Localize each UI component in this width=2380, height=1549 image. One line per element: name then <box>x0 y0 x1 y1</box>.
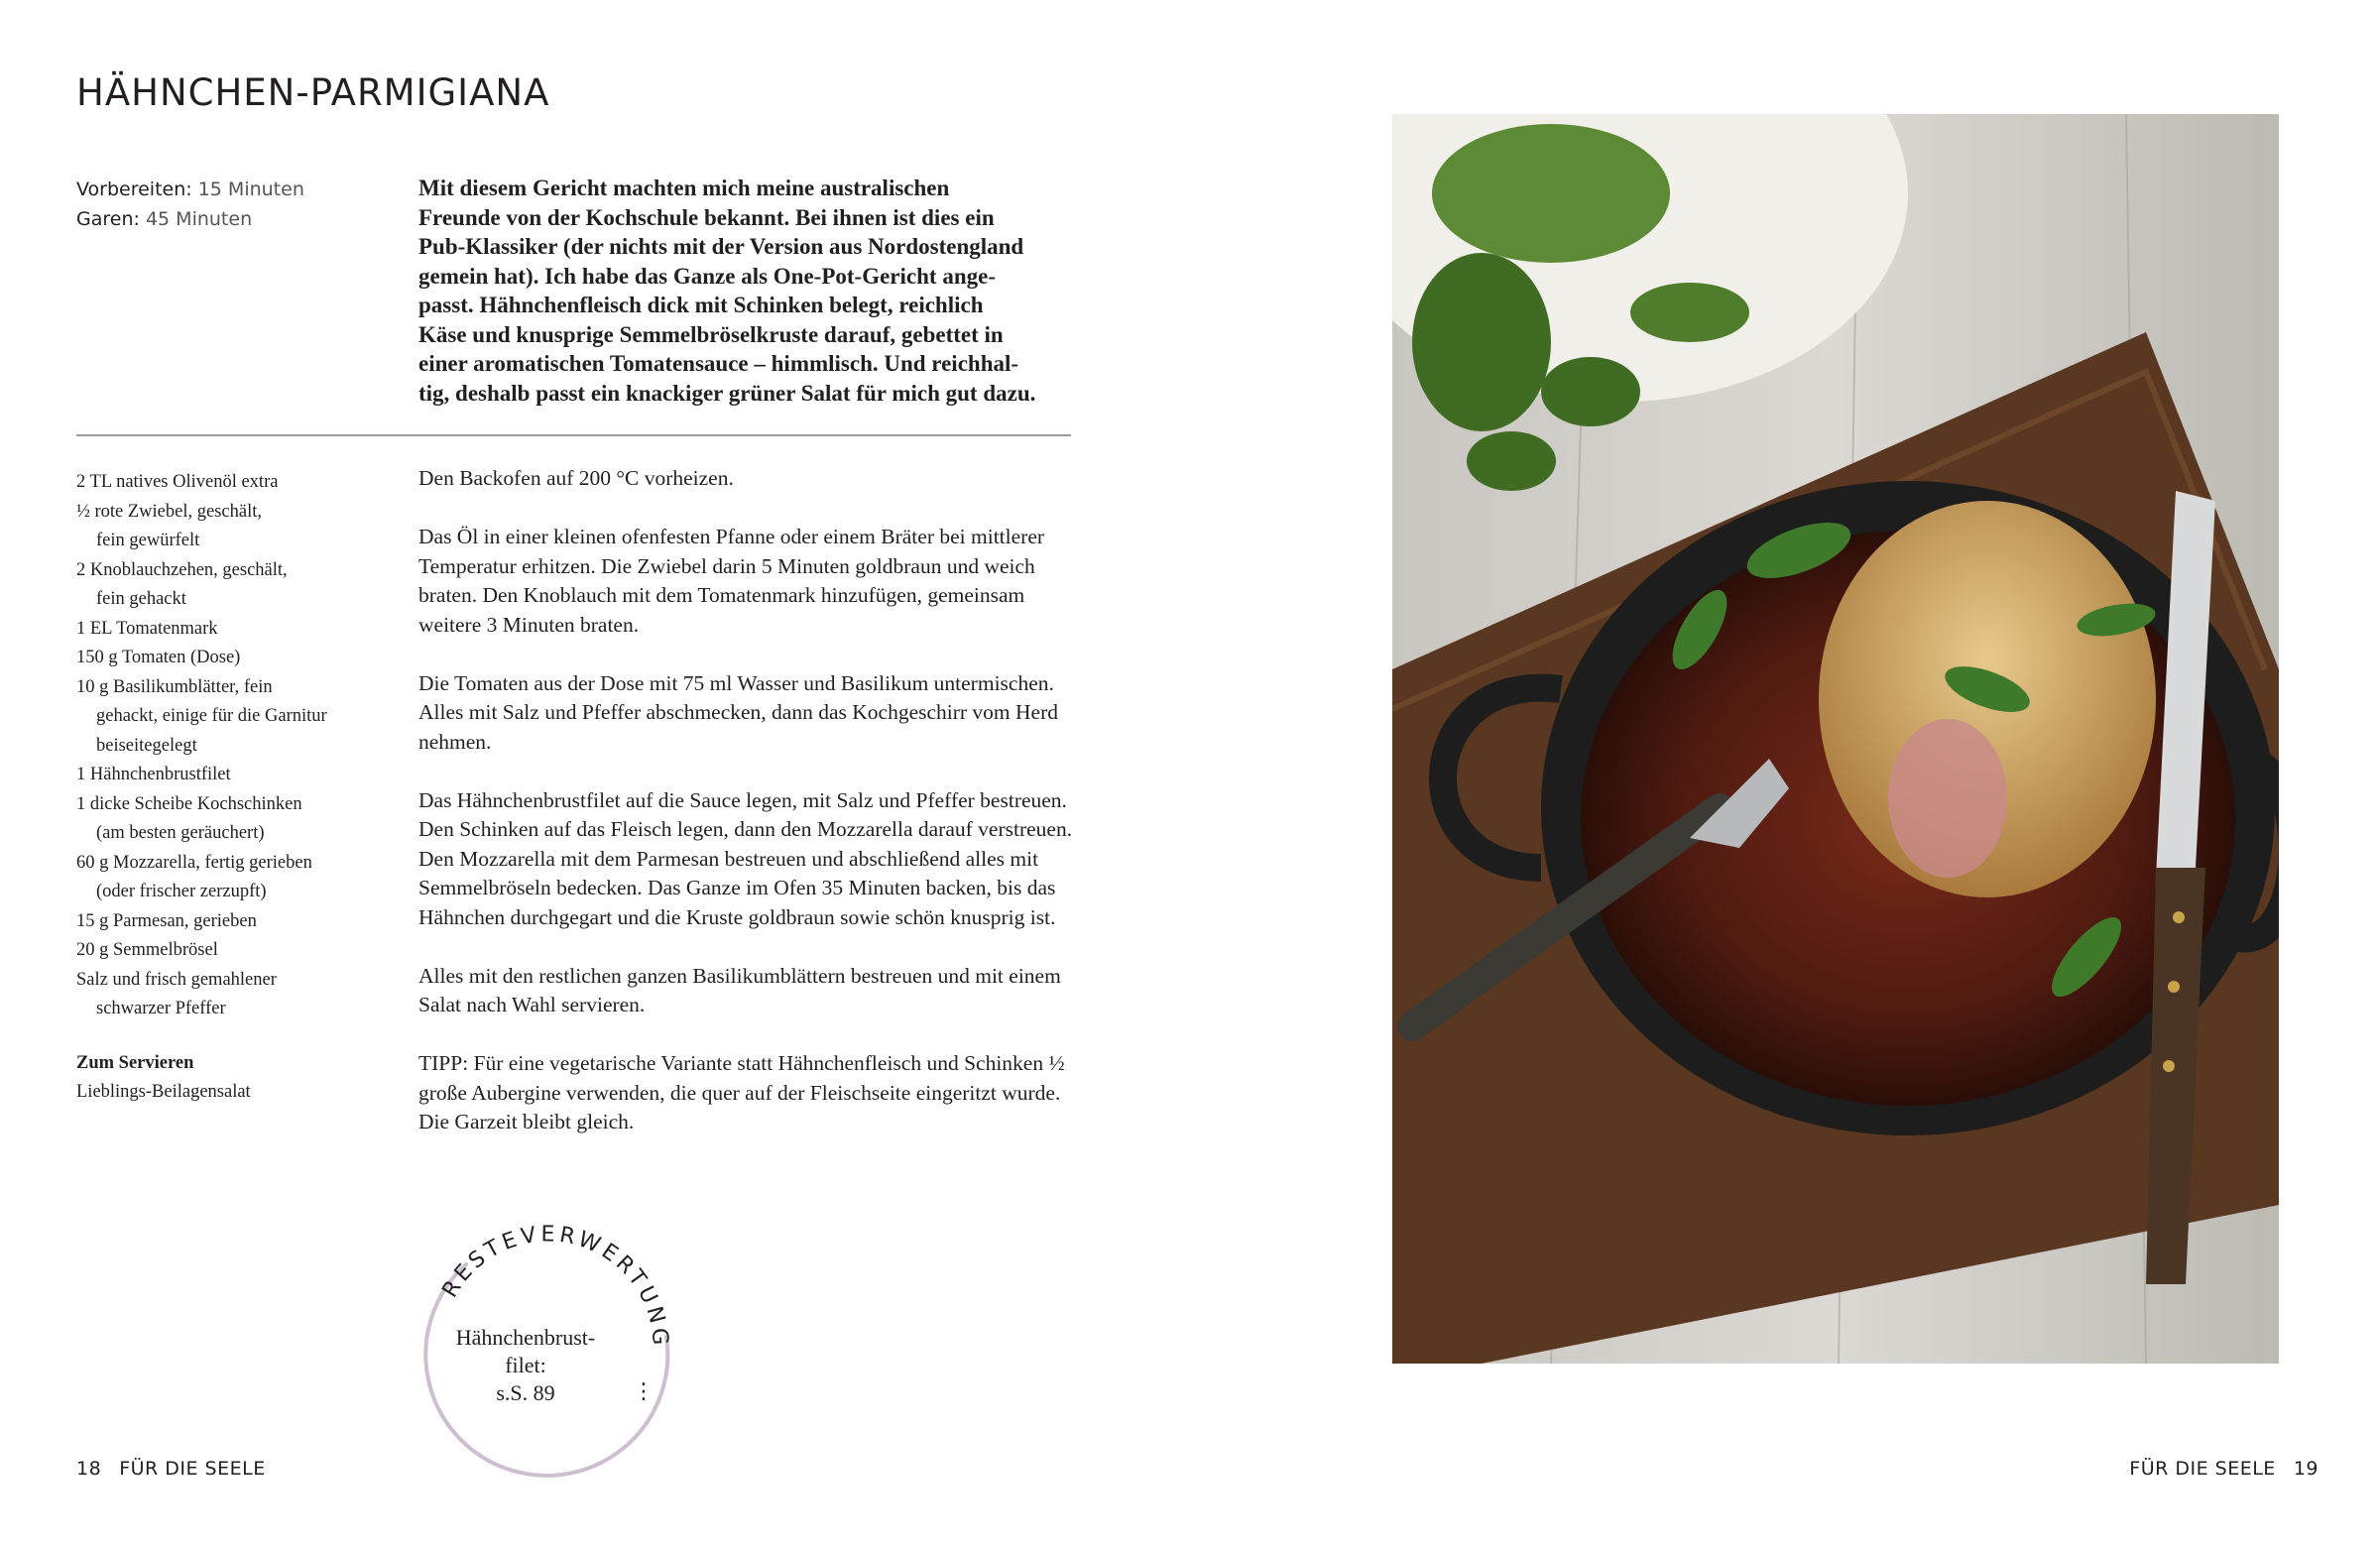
ingredient-continuation: (am besten geräuchert) <box>96 823 265 843</box>
ingredient-list <box>76 468 404 1024</box>
ingredient-text: ½ rote Zwiebel, geschält, <box>76 501 262 522</box>
method-step: Das Hähnchenbrustfilet auf die Sauce legen, mit Salz und Pfeffer bestreuen. Den Schinken auf das Fleisch legen, dann den Mozzarella darauf verstreuen. Den Mozzarella mit dem Parmesan bestreuen und abschließend alles mit Semmelbröseln bedecken. Das Ganze im Ofen 35 Minuten backen, bis das Hähnchen durchgegart und die Kruste goldbraun sowie schön knusprig ist. <box>418 787 1073 929</box>
dish-photo <box>1392 114 2279 1364</box>
ingredient-continuation: fein gewürfelt <box>96 531 200 550</box>
ingredient-text: 150 g Tomaten (Dose) <box>76 648 241 667</box>
section-divider <box>76 434 1071 436</box>
ingredient-continuation: (oder frischer zerzupft) <box>96 882 267 901</box>
prep-label: Vorbereiten: <box>76 179 192 200</box>
intro-line: Mit diesem Gericht machten mich meine australischen <box>418 176 950 200</box>
cook-label: Garen: <box>76 208 140 230</box>
cook-time <box>76 204 304 234</box>
method-step: Alles mit den restlichen ganzen Basilikumblättern bestreuen und mit einem Salat nach Wahl servieren. <box>418 963 1061 1016</box>
badge-arc-text: RESTEVERWERTUNG <box>437 1222 673 1351</box>
method-step: Den Backofen auf 200 °C vorheizen. <box>418 466 734 490</box>
ingredient-item <box>76 673 404 762</box>
footer-right <box>2129 1458 2319 1480</box>
recipe-intro <box>418 174 1073 408</box>
method-step: Das Öl in einer kleinen ofenfesten Pfanne oder einem Bräter bei mittlerer Temperatur erhitzen. Die Zwiebel darin 5 Minuten goldbraun und weich braten. Den Knoblauch mit dem Tomatenmark hinzufügen, gemeinsam weitere 3 Minuten braten. <box>418 525 1045 637</box>
ingredient-text: 2 Knoblauchzehen, geschält, <box>76 559 288 580</box>
ingredient-text: Salz und frisch gemahlener <box>76 969 277 990</box>
ham-slice <box>1888 719 2007 878</box>
intro-line: Freunde von der Kochschule bekannt. Bei ihnen ist dies ein <box>418 204 995 230</box>
section-label-right: FÜR DIE SEELE <box>2129 1458 2276 1480</box>
footer-left <box>76 1458 266 1480</box>
ingredient-item <box>76 907 404 937</box>
ingredient-text: 15 g Parmesan, gerieben <box>76 910 257 931</box>
method-steps <box>418 464 1083 1166</box>
intro-line: gemein hat). Ich habe das Ganze als One-Pot-Gericht ange- <box>418 263 996 289</box>
prep-value: 15 Minuten <box>197 179 304 200</box>
ingredient-item <box>76 936 404 966</box>
ingredient-continuation: gehackt, einige für die Garnitur beiseitegelegt <box>96 706 327 756</box>
recipe-title: HÄHNCHEN-PARMIGIANA <box>76 71 550 114</box>
ingredient-continuation: fein gehackt <box>96 589 186 609</box>
intro-line: passt. Hähnchenfleisch dick mit Schinken belegt, reichlich <box>418 293 984 317</box>
intro-line: Käse und knusprige Semmelbröselkruste darauf, gebettet in <box>418 321 1004 347</box>
cook-value: 45 Minuten <box>145 208 253 230</box>
ingredient-text: 10 g Basilikumblätter, fein <box>76 676 273 697</box>
timing-info <box>76 175 304 234</box>
prep-time <box>76 175 304 204</box>
intro-line: Pub-Klassiker (der nichts mit der Version aus Nordostengland <box>418 234 1024 259</box>
ingredient-text: 1 dicke Scheibe Kochschinken <box>76 793 302 814</box>
ingredient-continuation: schwarzer Pfeffer <box>96 999 226 1018</box>
method-step: Die Tomaten aus der Dose mit 75 ml Wasser und Basilikum untermischen. Alles mit Salz und Pfeffer abschmecken, dann das Kochgeschirr vom Herd nehmen. <box>418 670 1059 754</box>
ingredient-text: 1 EL Tomatenmark <box>76 618 218 639</box>
ingredient-text: 1 Hähnchenbrustfilet <box>76 765 231 784</box>
badge-line: filet: <box>505 1353 546 1377</box>
serving-item: Lieblings-Beilagensalat <box>76 1082 251 1102</box>
ingredient-item <box>76 761 404 790</box>
badge-content <box>426 1324 625 1407</box>
page-number-left: 18 <box>76 1458 102 1480</box>
intro-line: einer aromatischen Tomatensauce – himmlisch. Und reichhal- <box>418 351 1019 376</box>
method-tip: TIPP: Für eine vegetarische Variante statt Hähnchenfleisch und Schinken ½ große Aubergine verwenden, die quer auf der Fleischseite eingeritzt wurde. Die Garzeit bleibt gleich. <box>418 1051 1065 1133</box>
ingredient-item <box>76 615 404 645</box>
ingredient-text: 2 TL natives Olivenöl extra <box>76 472 279 492</box>
ingredient-item <box>76 556 404 615</box>
badge-ellipsis: ⋮ <box>633 1379 654 1404</box>
ingredient-item <box>76 468 404 498</box>
ingredient-item <box>76 790 404 849</box>
page-number-right: 19 <box>2293 1458 2319 1480</box>
ingredient-item <box>76 966 404 1024</box>
ingredient-item <box>76 498 404 556</box>
ingredient-text: 20 g Semmelbrösel <box>76 940 218 960</box>
intro-line: tig, deshalb passt ein knackiger grüner Salat für mich gut dazu. <box>418 380 1036 406</box>
serving-heading: Zum Servieren <box>76 1053 194 1073</box>
ingredient-item <box>76 849 404 907</box>
ingredient-item <box>76 644 404 673</box>
ingredient-text: 60 g Mozzarella, fertig gerieben <box>76 852 312 873</box>
badge-line: s.S. 89 <box>496 1380 555 1405</box>
section-label-left: FÜR DIE SEELE <box>119 1458 266 1480</box>
badge-line: Hähnchenbrust- <box>455 1325 596 1350</box>
